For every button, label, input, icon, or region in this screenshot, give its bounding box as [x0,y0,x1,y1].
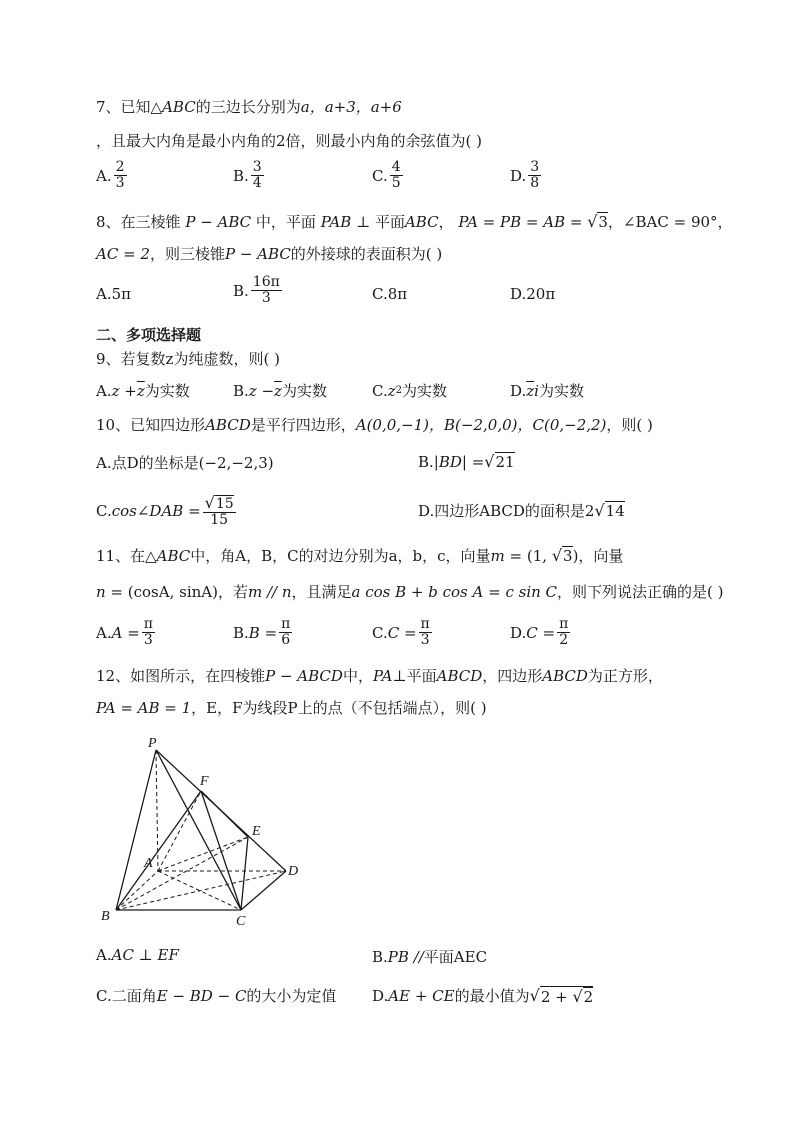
option-label: A. [96,381,112,400]
q10-text: 10、已知四边形 [96,416,206,434]
option-var: C = [526,623,556,642]
denominator: 3 [261,290,271,307]
q12-option-d[interactable] [372,985,593,1006]
edge-pc [156,750,241,910]
denominator: 5 [391,175,401,192]
option-var: A = [111,623,140,642]
label-b: B [101,909,110,924]
label-e: E [252,824,261,839]
q11-text: 11、在△ [96,547,157,565]
q9-stem: 9、若复数z为纯虚数，则( ) [96,350,280,368]
option-label: B. [233,381,249,400]
q8-text: ， [438,213,454,231]
q12-text: ⊥平面 [392,667,437,685]
denominator: 6 [281,632,291,649]
option-text: 为实数 [144,382,190,400]
q12-math: P − ABCD [265,667,343,685]
edge-ec [241,837,248,910]
q8-stem [96,211,733,233]
option-text: 8π [387,285,408,303]
q11-math: ABC [156,547,191,565]
q10-points: A(0,0,−1)，B(−2,0,0)，C(0,−2,2) [355,416,607,434]
q8-math: PAB [320,213,352,231]
option-math-bar: $\overline{z}$ [274,381,282,400]
denominator: 4 [252,175,262,192]
q11-math: a cos B + b cos A = c sin C [351,583,558,601]
option-label: C. [372,381,388,400]
q9-option-d[interactable] [510,380,584,401]
option-label: D. [510,166,527,185]
q8-math: AC = 2 [96,245,150,263]
q8-math: ABC [404,213,439,231]
option-sqrt-inner: 2 [583,987,594,1006]
q11-option-a[interactable] [96,617,157,649]
option-label: A. [96,623,112,642]
denominator: 2 [559,632,569,649]
q7-text: 的三边长分别为 [195,98,301,116]
section-title: 二、多项选择题 [96,326,202,344]
q12-math: ABCD [542,667,588,685]
fraction [142,617,155,649]
option-text: 为实数 [281,382,327,400]
q8-option-c[interactable] [372,285,407,303]
option-label: D. [372,986,389,1005]
q12-option-a[interactable] [96,946,179,964]
option-text: 四边形ABCD的面积是2 [434,502,595,520]
fraction [114,160,127,192]
option-label: C. [372,285,388,303]
option-sqrt: 21 [495,453,515,471]
q12-option-b[interactable] [372,946,487,967]
sqrt-symbol: √ [484,452,495,471]
option-text: 二面角 [111,987,157,1005]
q12-text: ，四边形 [482,667,543,685]
numerator: 3 [530,159,540,175]
q11-text: )，向量 [572,547,624,565]
option-math: z [387,381,396,400]
option-label: B. [372,947,388,966]
denominator: 3 [143,632,153,649]
fraction [528,160,541,192]
denominator: 3 [115,175,125,192]
numerator: 2 [115,159,125,175]
fraction [251,160,264,192]
q12-text: 12、如图所示，在四棱锥 [96,667,266,685]
q11-math: m // n [247,583,292,601]
q10-option-c[interactable] [96,494,238,529]
label-a: A [144,856,153,871]
numerator: 4 [391,159,401,175]
q7-var-a: a [300,98,310,116]
option-text: 的大小为定值 [246,987,337,1005]
q7-stem-line2 [96,130,482,152]
q11-math: = (1, [504,547,552,565]
option-label: B. [233,166,249,185]
q11-option-c[interactable] [372,617,434,649]
q8-option-a[interactable] [96,285,131,303]
option-math: AE + CE [388,986,455,1005]
option-text: 20π [526,285,556,303]
q8-text: 8、在三棱锥 [96,213,181,231]
q11-option-b[interactable] [233,617,294,649]
numerator: 3 [252,159,262,175]
option-label: D. [418,501,435,520]
option-math-bar: $\overline{z}$ [526,381,535,400]
option-label: C. [372,623,388,642]
q8-text: ，则三棱锥 [149,245,225,263]
q10-math: ABCD [205,416,251,434]
vector-n: n [96,583,106,601]
numerator [203,494,236,513]
edge-bf [116,791,201,910]
option-math: cos∠DAB = [111,502,201,521]
q7-stem [96,96,402,118]
denominator: 3 [420,632,430,649]
q8-sqrt: 3 [598,213,608,231]
q12-math: ABCD [436,667,483,685]
pyramid-figure [96,725,316,939]
option-label: C. [96,986,112,1005]
sqrt-symbol: √ [551,546,563,565]
edge-pb [116,750,156,910]
option-text: 点D的坐标是(−2,−2,3) [111,454,274,472]
fraction [419,617,432,649]
label-p: P [148,736,157,751]
q10-text: ，则( ) [606,416,653,434]
q9-option-b[interactable] [233,380,327,401]
option-text: 平面AEC [423,948,488,966]
vector-m: m [490,547,505,565]
option-math: |BD| = [433,452,485,471]
option-label: B. [418,452,434,471]
option-math: i [534,381,539,400]
option-label: C. [96,502,112,521]
option-label: B. [233,623,249,642]
q8-math: P − ABC [185,213,252,231]
q12-math: PA [372,667,393,685]
numerator: π [420,616,430,632]
sqrt-symbol: √ [572,986,583,1006]
option-label: D. [510,623,527,642]
q11-option-d[interactable] [510,617,572,649]
edge-af [158,791,201,871]
q9-option-a[interactable] [96,380,190,401]
q7-option-c[interactable] [372,160,405,192]
option-var: C = [387,623,417,642]
label-c: C [236,914,246,929]
sqrt-symbol: √ [529,986,540,1005]
sqrt-symbol: √ [587,212,598,231]
fraction [390,160,403,192]
pyramid-diagram [96,725,316,935]
option-text: 的最小值为 [454,987,530,1005]
q7-text: 7、已知△ [96,98,163,116]
q8-angle: ，∠BAC = 90°， [607,213,733,231]
q12-math: PA = AB = 1 [96,699,192,717]
fraction [251,275,282,307]
edge-ba [116,871,158,910]
sqrt-symbol: √ [204,493,215,512]
option-label: C. [372,166,388,185]
q8-math: P − ABC [224,245,291,263]
label-d: D [288,864,299,879]
option-math: AC ⊥ EF [111,946,179,964]
option-text: 为实数 [538,382,584,400]
option-sqrt-outer [540,986,593,1006]
option-text: 为实数 [402,382,448,400]
option-text: 5π [111,285,132,303]
option-label: D. [510,285,527,303]
edge-cd [241,871,286,910]
q8-text: 的外接球的表面积为( ) [290,245,443,263]
q11-sqrt: 3 [563,547,573,565]
q11-math: = (cosA, sinA)，若 [105,583,248,601]
edge-fc [201,791,241,910]
q12-text: ，E，F为线段P上的点（不包括端点），则( ) [191,699,487,717]
fraction [203,494,236,529]
option-label: A. [96,166,112,185]
fraction [557,617,570,649]
denominator: 15 [210,512,229,529]
q7-text2: ，且最大内角是最小内角的2倍，则最小内角的余弦值为( ) [96,132,483,150]
q7-option-b[interactable] [233,160,266,192]
option-label: A. [96,285,112,303]
sqrt-outer-text: 2 + [540,987,573,1006]
q10-option-b[interactable] [418,452,515,471]
q11-text: 中，角A，B，C的对边分别为a，b，c，向量 [190,547,491,565]
option-sup: 2 [395,385,402,396]
option-label: D. [510,381,527,400]
q11-text: ，则下列说法正确的是( ) [557,583,724,601]
q12-text: 中， [342,667,373,685]
sqrt-symbol: √ [594,501,605,520]
q12-option-c[interactable] [96,985,336,1006]
q8-text: 中，平面 [255,213,316,231]
option-var: B = [248,623,278,642]
option-math: PB // [387,947,424,966]
q7-sides: ，a+3，a+6 [309,98,402,116]
denominator: 8 [530,175,540,192]
option-label: A. [96,453,112,472]
label-f: F [200,774,209,789]
q7-option-d[interactable] [510,160,543,192]
numerator: π [559,616,569,632]
q7-option-a[interactable] [96,160,129,192]
option-math: E − BD − C [156,986,247,1005]
q12-stem [96,665,663,687]
option-math-bar: $\overline{z}$ [136,381,145,400]
q8-stem-line2 [96,243,442,265]
q11-stem-line2 [96,581,724,603]
option-sqrt: 14 [605,502,625,520]
q10-stem [96,414,653,436]
q12-stem-line2 [96,697,487,719]
q11-text: ，且满足 [291,583,352,601]
q12-text: 为正方形， [587,667,663,685]
numerator: π [281,616,291,632]
option-math: z + [111,381,137,400]
q10-option-a[interactable] [96,452,274,473]
q10-text: 是平行四边形， [250,416,356,434]
option-label: B. [233,281,249,300]
edge-bd [116,871,286,910]
q8-text: ⊥ 平面 [351,213,405,231]
q8-option-b[interactable] [233,275,284,307]
q7-triangle-name: ABC [162,98,196,116]
q8-option-d[interactable] [510,285,555,303]
numerator: π [143,616,153,632]
option-math: z − [248,381,275,400]
numerator-sqrt: 15 [215,496,234,512]
numerator: 16π [252,274,280,290]
edge-ae [158,837,248,871]
option-label: A. [96,946,112,964]
q9-option-c[interactable] [372,380,447,401]
q8-math: PA = PB = AB = [458,213,588,231]
fraction [279,617,292,649]
q10-option-d[interactable] [418,500,625,521]
q11-stem [96,545,623,567]
